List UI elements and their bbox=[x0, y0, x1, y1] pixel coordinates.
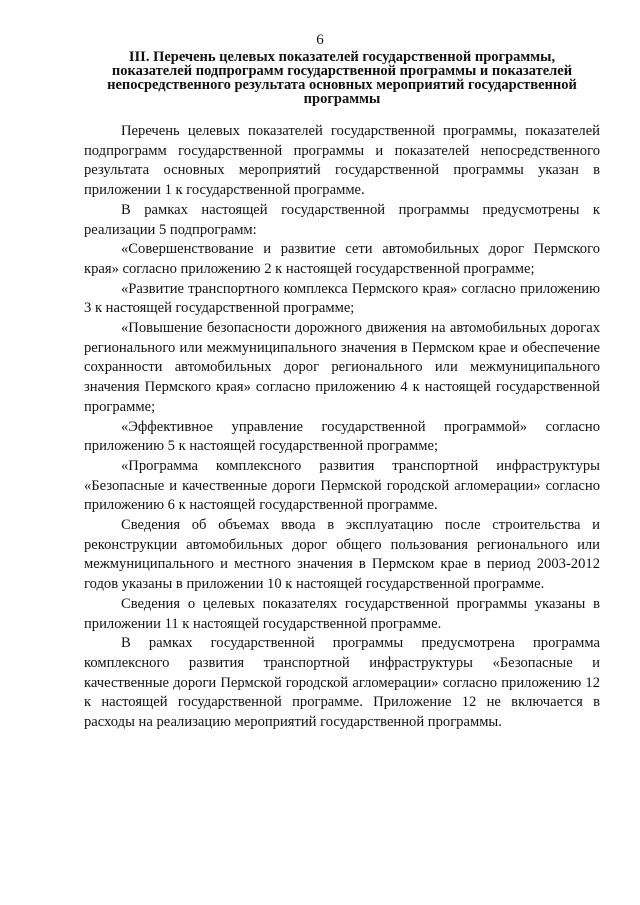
paragraph-subprogram-management: «Эффективное управление государственной программой» согласно приложению 5 к настоящей государственной программе; bbox=[84, 418, 600, 455]
section-heading bbox=[84, 50, 600, 106]
paragraph-target-indicators: Сведения о целевых показателях государственной программы указаны в приложении 11 к настоящей государственной программе. bbox=[84, 595, 600, 632]
paragraph-appendix-12: В рамках государственной программы предусмотрена программа комплексного развития транспортной инфраструктуры «Безопасные и качественные дороги Пермской городской агломерации» согласно приложению 12 к настоящей государственной программе. Приложение 12 не включается в расходы на реализацию мероприятий государственной программы. bbox=[84, 635, 600, 731]
section-heading-line: показателей подпрограмм государственной программы и показателей bbox=[111, 63, 573, 79]
section-heading-line: III. Перечень целевых показателей государственной программы, bbox=[128, 49, 556, 65]
paragraph-subprograms-intro: В рамках настоящей государственной программы предусмотрены к реализации 5 подпрограмм: bbox=[84, 201, 600, 238]
section-heading-line: программы bbox=[303, 91, 381, 107]
document-body bbox=[84, 122, 600, 733]
paragraph-subprogram-transport: «Развитие транспортного комплекса Пермского края» согласно приложению 3 к настоящей государственной программе; bbox=[84, 280, 600, 317]
page-number: 6 bbox=[316, 32, 324, 48]
paragraph-subprogram-agglomeration: «Программа комплексного развития транспортной инфраструктуры «Безопасные и качественные дороги Пермской городской агломерации» согласно приложению 6 к настоящей государственной программе. bbox=[84, 457, 600, 514]
paragraph-commissioning-data: Сведения об объемах ввода в эксплуатацию после строительства и реконструкции автомобильных дорог общего пользования регионального или межмуниципального и местного значения в Пермском крае в период 2003-2012 годов указаны в приложении 10 к настоящей государственной программе. bbox=[84, 517, 600, 593]
paragraph-subprogram-safety: «Повышение безопасности дорожного движения на автомобильных дорогах регионального или межмуниципального значения в Пермском крае и обеспечение сохранности автомобильных дорог регионального или межмуниципального значения Пермского края» согласно приложению 4 к настоящей государственной программе; bbox=[84, 320, 600, 415]
section-heading-line: непосредственного результата основных мероприятий государственной bbox=[107, 77, 577, 93]
paragraph-subprogram-roads: «Совершенствование и развитие сети автомобильных дорог Пермского края» согласно приложению 2 к настоящей государственной программе; bbox=[84, 241, 600, 277]
paragraph-indicators-list: Перечень целевых показателей государственной программы, показателей подпрограмм государственной программы и показателей непосредственного результата основных мероприятий государственной программы указан в приложении 1 к государственной программе. bbox=[84, 123, 600, 199]
